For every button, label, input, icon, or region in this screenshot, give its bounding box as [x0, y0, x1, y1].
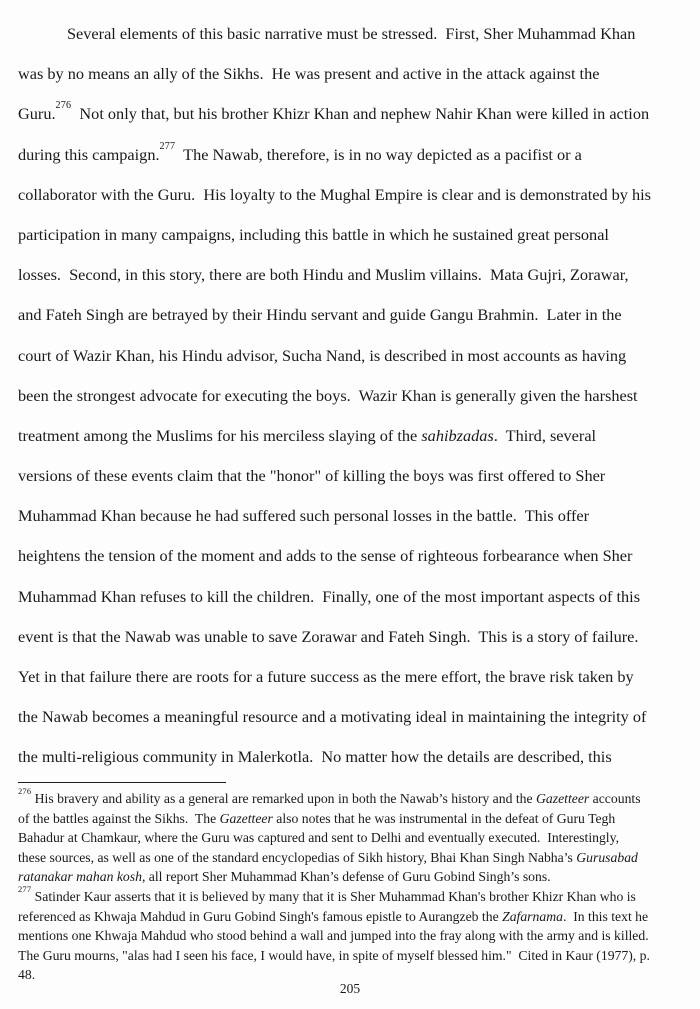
- main-text: [18, 14, 694, 778]
- body-text-line: [18, 54, 694, 94]
- body-text-line: [18, 697, 694, 737]
- italic-text: Zafarnama: [502, 908, 563, 924]
- body-text-line: [18, 737, 694, 777]
- text-run: the multi-religious community in Malerkotla. No matter how the details are described, this: [18, 747, 612, 767]
- text-run: the Nawab becomes a meaningful resource and a motivating ideal in maintaining the integrity of: [18, 707, 647, 727]
- text-run: also notes that he was instrumental in the defeat of Guru Tegh: [272, 810, 616, 826]
- body-text-line: [18, 14, 694, 54]
- text-run: , all report Sher Muhammad Khan’s defense of Guru Gobind Singh’s sons.: [141, 869, 551, 885]
- body-text-line: [18, 416, 694, 456]
- text-run: His bravery and ability as a general are remarked upon in both the Nawab’s history and the: [31, 791, 537, 806]
- body-text-line: [18, 135, 694, 175]
- text-run: . In this text he: [562, 908, 649, 924]
- footnote-line: [18, 867, 696, 887]
- footnote-line: [18, 883, 696, 907]
- footnote-line: [18, 785, 696, 809]
- body-text-line: [18, 577, 694, 617]
- footnote-line: [18, 848, 696, 868]
- text-run: versions of these events claim that the "honor" of killing the boys was first offered to Sher: [18, 466, 606, 486]
- text-run: . Third, several: [493, 425, 597, 445]
- text-run: Bahadur at Chamkaur, where the Guru was captured and sent to Delhi and eventually executed. Interestingly,: [18, 830, 619, 846]
- footnote-ref: 277: [18, 883, 32, 894]
- text-run: mentions one Khwaja Mahdud who stood behind a wall and jumped into the fray along with the army and is killed.: [18, 928, 649, 944]
- footnote-ref: 276: [55, 100, 72, 112]
- footnote-line: [18, 907, 696, 927]
- text-run: and Fateh Singh are betrayed by their Hindu servant and guide Gangu Brahmin. Later in the: [18, 305, 622, 325]
- text-run: of the battles against the Sikhs. The: [18, 810, 220, 826]
- body-text-line: [18, 215, 694, 255]
- body-text-line: [18, 536, 694, 576]
- footnote-separator: [18, 782, 226, 783]
- text-run: referenced as Khwaja Mahdud in Guru Gobind Singh's famous epistle to Aurangzeb the: [18, 908, 503, 924]
- text-run: losses. Second, in this story, there are both Hindu and Muslim villains. Mata Gujri, Zorawar,: [18, 265, 629, 285]
- italic-text: ratanakar mahan kosh: [18, 869, 142, 885]
- body-text-line: [18, 295, 694, 335]
- text-run: been the strongest advocate for executing the boys. Wazir Khan is generally given the harshest: [18, 385, 638, 405]
- footnote-ref: 276: [18, 785, 32, 796]
- italic-text: Gurusabad: [576, 849, 638, 865]
- text-run: Guru.: [18, 104, 56, 124]
- text-run: court of Wazir Khan, his Hindu advisor, Sucha Nand, is described in most accounts as having: [18, 345, 627, 365]
- italic-text: Gazetteer: [219, 810, 273, 826]
- text-run: treatment among the Muslims for his merciless slaying of the: [18, 425, 422, 445]
- text-run: Not only that, but his brother Khizr Khan and nephew Nahir Khan were killed in action: [71, 104, 650, 124]
- text-run: was by no means an ally of the Sikhs. He was present and active in the attack against the: [18, 64, 600, 84]
- footnotes-section: [18, 785, 696, 985]
- text-run: Muhammad Khan refuses to kill the children. Finally, one of the most important aspects of this: [18, 586, 641, 606]
- body-text-line: [18, 657, 694, 697]
- text-run: Muhammad Khan because he had suffered such personal losses in the battle. This offer: [18, 506, 590, 526]
- body-text-line: [18, 255, 694, 295]
- text-run: The Guru mourns, "alas had I seen his face, I would have, in spite of myself blessed him." Cited in Kaur (1977), p.: [18, 947, 650, 963]
- footnote-line: [18, 828, 696, 848]
- footnote-line: [18, 926, 696, 946]
- text-run: during this campaign.: [18, 144, 160, 164]
- footnote-line: [18, 809, 696, 829]
- text-run: these sources, as well as one of the standard encyclopedias of Sikh history, Bhai Khan Singh Nabha’s: [18, 849, 577, 865]
- text-run: The Nawab, therefore, is in no way depicted as a pacifist or a: [175, 144, 582, 164]
- footnote-ref: 277: [159, 140, 176, 152]
- page-number: 205: [339, 981, 361, 996]
- text-run: 48.: [18, 967, 36, 983]
- body-text-line: [18, 175, 694, 215]
- body-text-line: [18, 456, 694, 496]
- text-run: accounts: [589, 791, 641, 806]
- body-text-line: [18, 376, 694, 416]
- body-text-line: [18, 94, 694, 134]
- text-run: Satinder Kaur asserts that it is believed by many that it is Sher Muhammad Khan's brother Khizr Khan who is: [31, 888, 636, 904]
- body-text-line: [18, 336, 694, 376]
- text-run: Yet in that failure there are roots for a future success as the mere effort, the brave risk taken by: [18, 667, 634, 686]
- footnote-line: [18, 946, 696, 966]
- body-text-line: [18, 617, 694, 657]
- text-run: participation in many campaigns, including this battle in which he sustained great personal: [18, 224, 609, 244]
- italic-text: sahibzadas: [421, 425, 494, 445]
- text-run: Several elements of this basic narrative must be stressed. First, Sher Muhammad Khan: [67, 24, 636, 43]
- text-run: collaborator with the Guru. His loyalty to the Mughal Empire is clear and is demonstrated by his: [18, 184, 652, 204]
- body-text-line: [18, 496, 694, 536]
- italic-text: Gazetteer: [536, 791, 590, 806]
- text-run: event is that the Nawab was unable to save Zorawar and Fateh Singh. This is a story of failure.: [18, 626, 639, 646]
- text-run: heightens the tension of the moment and adds to the sense of righteous forbearance when Sher: [18, 546, 633, 566]
